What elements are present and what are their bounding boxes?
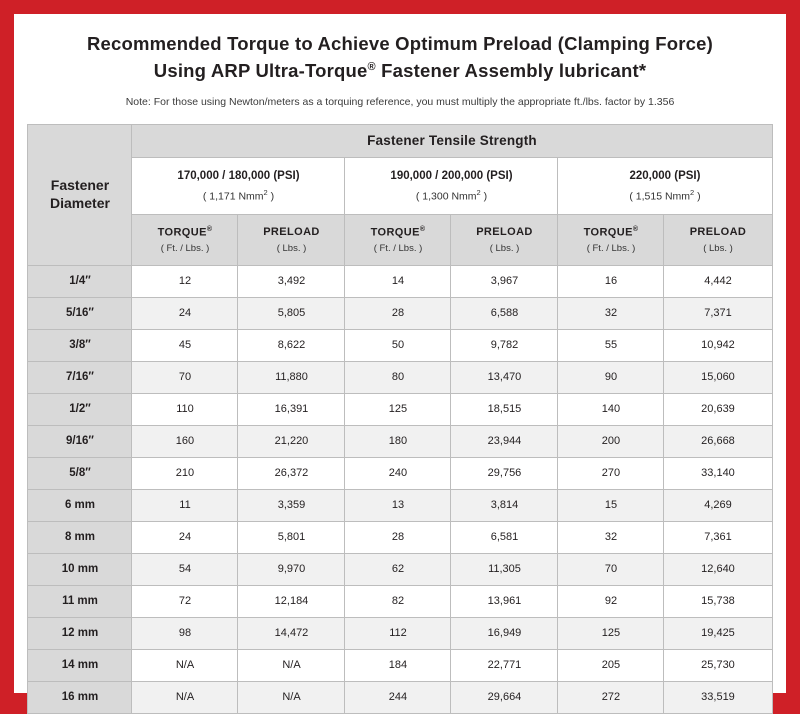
cell-preload: 3,492 bbox=[238, 265, 345, 297]
subheader-torque-1-unit: ( Ft. / Lbs. ) bbox=[160, 243, 210, 255]
cell-torque: 180 bbox=[345, 425, 451, 457]
subheader-torque-1-main bbox=[134, 226, 235, 239]
grade-3-nmm-close: ) bbox=[694, 190, 701, 203]
cell-torque: 240 bbox=[345, 457, 451, 489]
cell-torque: 125 bbox=[345, 393, 451, 425]
cell-torque: 92 bbox=[558, 585, 664, 617]
subheader-preload-3-label: PRELOAD bbox=[689, 225, 747, 238]
subheader-preload-1-main bbox=[240, 226, 342, 238]
group-header-tensile-strength: Fastener Tensile Strength bbox=[132, 124, 772, 157]
row-label-diameter: 6 mm bbox=[28, 489, 132, 521]
cell-preload: 15,060 bbox=[664, 361, 772, 393]
row-label-diameter: 16 mm bbox=[28, 681, 132, 713]
title-line-2-post: Fastener Assembly lubricant* bbox=[375, 59, 647, 81]
torque-chart-page bbox=[14, 14, 786, 704]
diameter-header-line-2: Diameter bbox=[50, 194, 110, 211]
grade-header-3 bbox=[558, 157, 772, 214]
cell-torque: 15 bbox=[558, 489, 664, 521]
table-row bbox=[28, 457, 772, 489]
subheader-torque-3-unit: ( Ft. / Lbs. ) bbox=[586, 243, 636, 255]
cell-preload: 13,470 bbox=[451, 361, 558, 393]
grade-1-nmm-exponent: 2 bbox=[263, 187, 268, 197]
table-body bbox=[28, 265, 772, 713]
cell-torque: 28 bbox=[345, 521, 451, 553]
row-label-diameter: 8 mm bbox=[28, 521, 132, 553]
row-label-diameter: 1/4″ bbox=[28, 265, 132, 297]
subheader-torque-1-sup: ® bbox=[206, 225, 213, 233]
cell-torque: 244 bbox=[345, 681, 451, 713]
subheader-preload-1-unit: ( Lbs. ) bbox=[276, 242, 307, 254]
cell-preload: 14,472 bbox=[238, 617, 345, 649]
subheader-preload-2-label: PRELOAD bbox=[476, 225, 533, 238]
cell-torque: 205 bbox=[558, 649, 664, 681]
cell-torque: 125 bbox=[558, 617, 664, 649]
table-row bbox=[28, 585, 772, 617]
cell-preload: 16,949 bbox=[451, 617, 558, 649]
cell-torque: 184 bbox=[345, 649, 451, 681]
subheader-preload-1-label: PRELOAD bbox=[263, 225, 320, 238]
diameter-column-header bbox=[28, 124, 132, 265]
cell-torque: 62 bbox=[345, 553, 451, 585]
subheader-torque-2-sup: ® bbox=[419, 225, 426, 233]
table-row bbox=[28, 617, 772, 649]
subheader-preload-2-main bbox=[453, 226, 555, 238]
cell-preload: 15,738 bbox=[664, 585, 772, 617]
cell-preload: 7,361 bbox=[664, 521, 772, 553]
row-label-diameter: 11 mm bbox=[28, 585, 132, 617]
subheader-torque-2-unit: ( Ft. / Lbs. ) bbox=[373, 243, 423, 255]
grade-3-nmm-exponent: 2 bbox=[690, 187, 695, 197]
cell-torque: 82 bbox=[345, 585, 451, 617]
cell-preload: 20,639 bbox=[664, 393, 772, 425]
row-label-diameter: 1/2″ bbox=[28, 393, 132, 425]
subheader-torque-3-sup: ® bbox=[632, 225, 639, 233]
cell-torque: 70 bbox=[558, 553, 664, 585]
subheader-torque-3 bbox=[558, 214, 664, 265]
grade-3-nmm-value: ( 1,515 Nmm bbox=[629, 190, 691, 203]
cell-torque: 32 bbox=[558, 297, 664, 329]
cell-torque: 28 bbox=[345, 297, 451, 329]
cell-preload: 29,756 bbox=[451, 457, 558, 489]
table-row bbox=[28, 521, 772, 553]
cell-preload: 21,220 bbox=[238, 425, 345, 457]
cell-preload: 6,588 bbox=[451, 297, 558, 329]
cell-preload: 19,425 bbox=[664, 617, 772, 649]
cell-preload: 13,961 bbox=[451, 585, 558, 617]
cell-torque: 12 bbox=[132, 265, 238, 297]
cell-preload: 5,801 bbox=[238, 521, 345, 553]
cell-torque: N/A bbox=[132, 649, 238, 681]
table-row bbox=[28, 393, 772, 425]
cell-torque: 140 bbox=[558, 393, 664, 425]
cell-preload: 3,359 bbox=[238, 489, 345, 521]
cell-preload: 9,782 bbox=[451, 329, 558, 361]
document-header bbox=[14, 14, 786, 124]
subheader-preload-3-main bbox=[666, 226, 769, 238]
grade-1-nmm-close: ) bbox=[267, 190, 275, 203]
cell-preload: 9,970 bbox=[238, 553, 345, 585]
cell-torque: 55 bbox=[558, 329, 664, 361]
table-row bbox=[28, 425, 772, 457]
cell-preload: 8,622 bbox=[238, 329, 345, 361]
row-label-diameter: 12 mm bbox=[28, 617, 132, 649]
table-header-row-grades bbox=[28, 157, 772, 214]
document-note: Note: For those using Newton/meters as a torquing reference, you must multiply the appropriate ft./lbs. factor by 1.356 bbox=[125, 95, 675, 108]
row-label-diameter: 5/8″ bbox=[28, 457, 132, 489]
row-label-diameter: 5/16″ bbox=[28, 297, 132, 329]
grade-2-nmm-close: ) bbox=[480, 190, 488, 203]
cell-torque: 160 bbox=[132, 425, 238, 457]
subheader-torque-2 bbox=[345, 214, 451, 265]
cell-torque: N/A bbox=[132, 681, 238, 713]
cell-torque: 200 bbox=[558, 425, 664, 457]
table-header-row-subheaders bbox=[28, 214, 772, 265]
table-row bbox=[28, 361, 772, 393]
table-row bbox=[28, 681, 772, 713]
cell-torque: 24 bbox=[132, 521, 238, 553]
grade-header-1 bbox=[132, 157, 345, 214]
subheader-torque-3-label: TORQUE bbox=[583, 226, 633, 239]
grade-2-nmm-value: ( 1,300 Nmm bbox=[415, 190, 477, 203]
subheader-preload-1 bbox=[238, 214, 345, 265]
cell-torque: 13 bbox=[345, 489, 451, 521]
table-row bbox=[28, 489, 772, 521]
torque-table bbox=[27, 124, 772, 714]
cell-torque: 45 bbox=[132, 329, 238, 361]
registered-mark: ® bbox=[367, 60, 376, 73]
grade-1-nmm bbox=[134, 188, 342, 203]
cell-preload: 4,269 bbox=[664, 489, 772, 521]
row-label-diameter: 10 mm bbox=[28, 553, 132, 585]
cell-preload: 33,519 bbox=[664, 681, 772, 713]
cell-preload: 11,305 bbox=[451, 553, 558, 585]
cell-preload: 12,184 bbox=[238, 585, 345, 617]
grade-header-2 bbox=[345, 157, 558, 214]
cell-torque: 270 bbox=[558, 457, 664, 489]
subheader-preload-3 bbox=[664, 214, 772, 265]
cell-torque: 24 bbox=[132, 297, 238, 329]
cell-preload: 3,967 bbox=[451, 265, 558, 297]
table-header-row-group bbox=[28, 124, 772, 157]
grade-3-psi: 220,000 (PSI) bbox=[629, 169, 701, 182]
grade-1-psi: 170,000 / 180,000 (PSI) bbox=[177, 169, 300, 182]
cell-torque: 16 bbox=[558, 265, 664, 297]
cell-torque: 90 bbox=[558, 361, 664, 393]
cell-preload: 26,668 bbox=[664, 425, 772, 457]
cell-preload: 5,805 bbox=[238, 297, 345, 329]
cell-preload: 11,880 bbox=[238, 361, 345, 393]
cell-preload: N/A bbox=[238, 681, 345, 713]
cell-torque: 80 bbox=[345, 361, 451, 393]
cell-torque: 112 bbox=[345, 617, 451, 649]
subheader-preload-2-unit: ( Lbs. ) bbox=[489, 242, 520, 254]
subheader-torque-2-label: TORQUE bbox=[370, 226, 420, 239]
table-row bbox=[28, 329, 772, 361]
cell-preload: 22,771 bbox=[451, 649, 558, 681]
grade-1-nmm-value: ( 1,171 Nmm bbox=[202, 190, 264, 203]
table-row bbox=[28, 297, 772, 329]
subheader-torque-3-main bbox=[560, 226, 661, 239]
cell-torque: 70 bbox=[132, 361, 238, 393]
document-title-line-2 bbox=[24, 59, 776, 84]
grade-2-nmm-exponent: 2 bbox=[476, 187, 481, 197]
cell-preload: 23,944 bbox=[451, 425, 558, 457]
table-row bbox=[28, 265, 772, 297]
cell-preload: 25,730 bbox=[664, 649, 772, 681]
subheader-torque-1-label: TORQUE bbox=[157, 226, 207, 239]
cell-torque: 98 bbox=[132, 617, 238, 649]
cell-preload: 18,515 bbox=[451, 393, 558, 425]
title-line-2-pre: Using ARP Ultra-Torque bbox=[153, 59, 368, 81]
cell-preload: N/A bbox=[238, 649, 345, 681]
cell-torque: 11 bbox=[132, 489, 238, 521]
cell-torque: 110 bbox=[132, 393, 238, 425]
cell-torque: 72 bbox=[132, 585, 238, 617]
cell-torque: 32 bbox=[558, 521, 664, 553]
cell-torque: 210 bbox=[132, 457, 238, 489]
cell-torque: 54 bbox=[132, 553, 238, 585]
grade-3-nmm bbox=[560, 188, 769, 203]
grade-2-psi: 190,000 / 200,000 (PSI) bbox=[390, 169, 513, 182]
cell-torque: 14 bbox=[345, 265, 451, 297]
row-label-diameter: 3/8″ bbox=[28, 329, 132, 361]
table-row bbox=[28, 553, 772, 585]
row-label-diameter: 7/16″ bbox=[28, 361, 132, 393]
cell-preload: 3,814 bbox=[451, 489, 558, 521]
cell-preload: 4,442 bbox=[664, 265, 772, 297]
row-label-diameter: 9/16″ bbox=[28, 425, 132, 457]
cell-preload: 10,942 bbox=[664, 329, 772, 361]
subheader-torque-2-main bbox=[347, 226, 448, 239]
cell-preload: 33,140 bbox=[664, 457, 772, 489]
subheader-preload-3-unit: ( Lbs. ) bbox=[703, 242, 733, 254]
grade-2-nmm bbox=[347, 188, 555, 203]
table-row bbox=[28, 649, 772, 681]
cell-preload: 16,391 bbox=[238, 393, 345, 425]
cell-torque: 272 bbox=[558, 681, 664, 713]
document-title-line-1: Recommended Torque to Achieve Optimum Preload (Clamping Force) bbox=[86, 33, 714, 54]
cell-preload: 7,371 bbox=[664, 297, 772, 329]
cell-preload: 12,640 bbox=[664, 553, 772, 585]
cell-preload: 29,664 bbox=[451, 681, 558, 713]
subheader-preload-2 bbox=[451, 214, 558, 265]
subheader-torque-1 bbox=[132, 214, 238, 265]
row-label-diameter: 14 mm bbox=[28, 649, 132, 681]
cell-preload: 6,581 bbox=[451, 521, 558, 553]
diameter-header-line-1: Fastener bbox=[50, 177, 110, 194]
cell-preload: 26,372 bbox=[238, 457, 345, 489]
cell-torque: 50 bbox=[345, 329, 451, 361]
